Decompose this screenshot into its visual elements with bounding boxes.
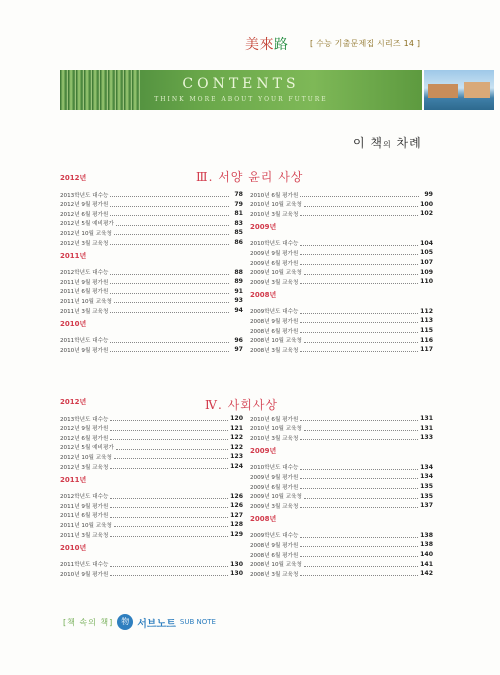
dot-leader bbox=[300, 546, 418, 547]
toc-entry-page: 104 bbox=[420, 239, 433, 247]
dot-leader bbox=[300, 264, 418, 265]
toc-entry-page: 138 bbox=[420, 541, 433, 549]
toc-entry-page: 122 bbox=[230, 434, 243, 442]
dot-leader bbox=[110, 566, 228, 567]
toc-entry-page: 134 bbox=[420, 473, 433, 481]
toc-entry-label: 2011년 9월 평가원 bbox=[60, 279, 109, 286]
toc-entry-label: 2010학년도 대수능 bbox=[250, 465, 299, 472]
toc-entry-page: 138 bbox=[420, 531, 433, 539]
toc-entry-label: 2009년 10월 교육청 bbox=[250, 494, 302, 501]
dot-leader bbox=[304, 206, 418, 207]
toc-entry-page: 109 bbox=[420, 268, 433, 276]
toc-entry[interactable] bbox=[250, 239, 433, 248]
toc-entry-label: 2012년 3월 교육청 bbox=[60, 240, 109, 247]
toc-entry-page: 85 bbox=[234, 229, 243, 237]
section-heading: Ⅲ. 서양 윤리 사상 bbox=[196, 170, 304, 184]
dot-leader bbox=[110, 439, 228, 440]
dot-leader bbox=[300, 254, 418, 255]
toc-entry-page: 135 bbox=[420, 483, 433, 490]
toc-entry[interactable] bbox=[60, 287, 243, 296]
dot-leader bbox=[110, 244, 229, 245]
toc-entry-label: 2008년 9월 평가원 bbox=[250, 318, 299, 325]
toc-title-end: 차례 bbox=[391, 136, 422, 150]
toc-entry[interactable] bbox=[60, 501, 243, 510]
toc-entry-label: 2011학년도 대수능 bbox=[60, 562, 109, 569]
toc-entry-page: 129 bbox=[230, 531, 243, 538]
toc-entry[interactable] bbox=[250, 463, 433, 472]
toc-entry-page: 141 bbox=[420, 560, 433, 568]
toc-entry[interactable] bbox=[250, 569, 433, 578]
year-heading: 2012년 bbox=[60, 174, 87, 182]
dot-leader bbox=[110, 420, 228, 421]
toc-entry-label: 2011년 3월 교육청 bbox=[60, 532, 109, 539]
toc-entry[interactable] bbox=[250, 277, 433, 286]
toc-entry-label: 2012년 5월 예비평가 bbox=[60, 445, 114, 452]
toc-entry[interactable] bbox=[250, 200, 433, 209]
toc-entry-page: 78 bbox=[234, 191, 243, 198]
dot-leader bbox=[110, 468, 228, 469]
toc-entry-page: 140 bbox=[420, 551, 433, 558]
toc-entry[interactable] bbox=[60, 306, 243, 315]
toc-entry-label: 2011년 9월 평가원 bbox=[60, 503, 109, 510]
year-heading: 2008년 bbox=[250, 290, 277, 299]
toc-entry-page: 126 bbox=[230, 502, 243, 510]
dot-leader bbox=[110, 351, 229, 352]
toc-entry[interactable] bbox=[60, 268, 243, 277]
dot-leader bbox=[110, 342, 229, 343]
toc-entry-page: 126 bbox=[230, 492, 243, 500]
toc-entry[interactable] bbox=[250, 540, 433, 549]
toc-entry[interactable] bbox=[250, 501, 433, 510]
toc-entry-label: 2011년 10월 교육청 bbox=[60, 298, 112, 305]
toc-entry-page: 99 bbox=[424, 191, 433, 198]
dot-leader bbox=[300, 313, 418, 314]
toc-entry[interactable] bbox=[250, 482, 433, 491]
toc-entry[interactable] bbox=[250, 472, 433, 481]
toc-entry-page: 83 bbox=[234, 219, 243, 227]
toc-entry-page: 120 bbox=[230, 415, 243, 422]
dot-leader bbox=[304, 566, 418, 567]
toc-entry[interactable] bbox=[60, 520, 243, 529]
dot-leader bbox=[114, 234, 229, 235]
dot-leader bbox=[300, 439, 418, 440]
photo-building bbox=[464, 82, 490, 98]
toc-entry-label: 2010년 6월 평가원 bbox=[250, 416, 299, 423]
toc-entry-page: 113 bbox=[420, 317, 433, 325]
toc-entry-page: 89 bbox=[234, 278, 243, 286]
toc-entry[interactable] bbox=[60, 200, 243, 209]
toc-entry-page: 131 bbox=[420, 415, 433, 422]
dot-leader bbox=[300, 507, 418, 508]
toc-entry-label: 2011년 6월 평가원 bbox=[60, 513, 109, 520]
toc-entry[interactable] bbox=[250, 550, 433, 559]
toc-entry[interactable] bbox=[250, 248, 433, 257]
toc-title-main: 이 책 bbox=[353, 136, 383, 150]
toc-entry[interactable] bbox=[250, 316, 433, 325]
toc-entry-page: 116 bbox=[420, 336, 433, 344]
subnote-name: 서브노트 bbox=[137, 618, 176, 630]
toc-entry[interactable] bbox=[250, 258, 433, 267]
toc-entry-page: 107 bbox=[420, 259, 433, 266]
dot-leader bbox=[300, 215, 418, 216]
toc-entry-page: 137 bbox=[420, 502, 433, 510]
toc-entry-label: 2009년 3월 교육청 bbox=[250, 279, 299, 286]
contents-banner bbox=[60, 70, 422, 110]
toc-entry-label: 2009년 3월 교육청 bbox=[250, 503, 299, 510]
toc-entry-page: 133 bbox=[420, 434, 433, 442]
brand-logo bbox=[245, 34, 289, 54]
toc-entry-label: 2009년 9월 평가원 bbox=[250, 250, 299, 257]
dot-leader bbox=[110, 536, 228, 537]
toc-entry-page: 115 bbox=[420, 327, 433, 334]
toc-entry-page: 102 bbox=[420, 210, 433, 218]
dot-leader bbox=[300, 556, 418, 557]
year-heading: 2008년 bbox=[250, 514, 277, 523]
toc-entry-label: 2008년 3월 교육청 bbox=[250, 347, 299, 354]
toc-entry-label: 2012년 9월 평가원 bbox=[60, 202, 109, 209]
toc-entry[interactable] bbox=[250, 209, 433, 218]
year-heading: 2010년 bbox=[60, 319, 87, 328]
toc-entry-page: 130 bbox=[230, 570, 243, 578]
dot-leader bbox=[110, 196, 229, 197]
dot-leader bbox=[300, 332, 418, 333]
section-heading: Ⅳ. 사회사상 bbox=[205, 398, 278, 412]
toc-entry-label: 2012학년도 대수능 bbox=[60, 494, 109, 501]
dot-leader bbox=[110, 206, 229, 207]
year-heading: 2009년 bbox=[250, 222, 277, 231]
toc-entry-label: 2011년 6월 평가원 bbox=[60, 289, 109, 296]
toc-entry-page: 134 bbox=[420, 463, 433, 471]
toc-entry-page: 127 bbox=[230, 511, 243, 519]
toc-entry[interactable] bbox=[250, 345, 433, 354]
toc-entry-label: 2012년 3월 교육청 bbox=[60, 464, 109, 471]
toc-entry-label: 2009학년도 대수능 bbox=[250, 309, 299, 316]
dot-leader bbox=[114, 526, 228, 527]
toc-entry-page: 97 bbox=[234, 346, 243, 354]
toc-entry[interactable] bbox=[60, 414, 243, 423]
toc-entry-page: 123 bbox=[230, 453, 243, 461]
toc-entry-page: 93 bbox=[234, 297, 243, 305]
toc-entry[interactable] bbox=[250, 414, 433, 423]
toc-entry[interactable] bbox=[60, 296, 243, 305]
toc-entry[interactable] bbox=[250, 424, 433, 433]
toc-entry-label: 2011학년도 대수능 bbox=[60, 338, 109, 345]
toc-entry[interactable] bbox=[60, 209, 243, 218]
year-heading: 2011년 bbox=[60, 251, 87, 260]
toc-entry[interactable] bbox=[60, 560, 243, 569]
toc-entry-label: 2008년 3월 교육청 bbox=[250, 571, 299, 578]
banner-photo bbox=[424, 70, 494, 110]
toc-entry-page: 88 bbox=[234, 268, 243, 276]
dot-leader bbox=[300, 469, 418, 470]
dot-leader bbox=[110, 274, 229, 275]
dot-leader bbox=[110, 283, 229, 284]
dot-leader bbox=[110, 312, 229, 313]
dot-leader bbox=[110, 498, 228, 499]
dot-leader bbox=[300, 575, 418, 576]
toc-entry-label: 2009년 6월 평가원 bbox=[250, 260, 299, 267]
toc-entry-page: 110 bbox=[420, 278, 433, 286]
dot-leader bbox=[300, 351, 418, 352]
toc-entry[interactable] bbox=[60, 345, 243, 354]
toc-entry-label: 2012년 5월 예비평가 bbox=[60, 221, 114, 228]
toc-entry-page: 135 bbox=[420, 492, 433, 500]
toc-entry-page: 96 bbox=[234, 336, 243, 344]
dot-leader bbox=[304, 274, 418, 275]
toc-entry-label: 2010년 10월 교육청 bbox=[250, 426, 302, 433]
year-heading: 2012년 bbox=[60, 398, 87, 406]
subnote-logo-icon: 物 bbox=[117, 614, 133, 630]
toc-entry[interactable] bbox=[60, 452, 243, 461]
toc-entry[interactable] bbox=[250, 433, 433, 442]
dot-leader bbox=[110, 293, 229, 294]
toc-entry[interactable] bbox=[250, 190, 433, 199]
toc-entry[interactable] bbox=[60, 569, 243, 578]
dot-leader bbox=[116, 225, 229, 226]
dot-leader bbox=[110, 215, 229, 216]
toc-entry-label: 2009학년도 대수능 bbox=[250, 533, 299, 540]
toc-entry-label: 2008년 9월 평가원 bbox=[250, 542, 299, 549]
dot-leader bbox=[300, 196, 419, 197]
toc-entry[interactable] bbox=[250, 492, 433, 501]
series-label: [ 수능 기출문제집 시리즈 14 ] bbox=[310, 39, 421, 48]
toc-entry-page: 81 bbox=[234, 210, 243, 218]
toc-entry-label: 2011년 3월 교육청 bbox=[60, 308, 109, 315]
toc-entry[interactable] bbox=[250, 560, 433, 569]
toc-entry-label: 2010년 9월 평가원 bbox=[60, 347, 109, 354]
banner-title: CONTENTS bbox=[182, 76, 300, 92]
toc-entry[interactable] bbox=[60, 433, 243, 442]
toc-entry[interactable] bbox=[60, 228, 243, 237]
toc-entry-page: 105 bbox=[420, 249, 433, 257]
dot-leader bbox=[304, 342, 418, 343]
toc-entry[interactable] bbox=[250, 336, 433, 345]
toc-entry-page: 130 bbox=[230, 560, 243, 568]
dot-leader bbox=[300, 488, 418, 489]
toc-entry[interactable] bbox=[60, 277, 243, 286]
toc-entry-label: 2012년 10월 교육청 bbox=[60, 230, 112, 237]
toc-entry-label: 2010학년도 대수능 bbox=[250, 241, 299, 248]
toc-entry-page: 91 bbox=[234, 287, 243, 295]
toc-entry[interactable] bbox=[60, 190, 243, 199]
toc-entry-label: 2013학년도 대수능 bbox=[60, 192, 109, 199]
year-heading: 2009년 bbox=[250, 446, 277, 455]
toc-entry-label: 2008년 10월 교육청 bbox=[250, 338, 302, 345]
toc-entry[interactable] bbox=[60, 238, 243, 247]
toc-entry-page: 79 bbox=[234, 200, 243, 208]
toc-entry-label: 2012년 9월 평가원 bbox=[60, 426, 109, 433]
toc-entry-label: 2012학년도 대수능 bbox=[60, 270, 109, 277]
toc-entry-label: 2008년 6월 평가원 bbox=[250, 328, 299, 335]
toc-entry-page: 128 bbox=[230, 521, 243, 529]
toc-entry-page: 117 bbox=[420, 346, 433, 354]
toc-entry[interactable] bbox=[60, 530, 243, 539]
toc-entry[interactable] bbox=[60, 511, 243, 520]
brand-logo-part-a: 美來 bbox=[245, 37, 274, 53]
toc-entry-label: 2008년 10월 교육청 bbox=[250, 562, 302, 569]
toc-entry-label: 2012년 10월 교육청 bbox=[60, 454, 112, 461]
toc-entry[interactable] bbox=[250, 326, 433, 335]
dot-leader bbox=[110, 575, 228, 576]
toc-entry-label: 2012년 6월 평가원 bbox=[60, 211, 109, 218]
footer-subnote bbox=[63, 614, 216, 630]
dot-leader bbox=[110, 430, 228, 431]
dot-leader bbox=[300, 322, 418, 323]
toc-entry-page: 142 bbox=[420, 570, 433, 578]
dot-leader bbox=[304, 498, 418, 499]
toc-entry-label: 2010년 6월 평가원 bbox=[250, 192, 299, 199]
dot-leader bbox=[110, 517, 228, 518]
page-header bbox=[0, 34, 500, 54]
toc-entry-page: 131 bbox=[420, 424, 433, 432]
toc-entry-page: 86 bbox=[234, 239, 243, 246]
dot-leader bbox=[304, 430, 418, 431]
toc-entry-page: 121 bbox=[230, 424, 243, 432]
toc-title-particle: 의 bbox=[383, 140, 392, 149]
toc-entry[interactable] bbox=[60, 424, 243, 433]
toc-entry-label: 2012년 6월 평가원 bbox=[60, 435, 109, 442]
toc-entry-label: 2009년 9월 평가원 bbox=[250, 474, 299, 481]
dot-leader bbox=[114, 302, 229, 303]
dot-leader bbox=[300, 537, 418, 538]
toc-entry-label: 2010년 3월 교육청 bbox=[250, 211, 299, 218]
toc-entry-label: 2010년 9월 평가원 bbox=[60, 571, 109, 578]
subnote-sub: SUB NOTE bbox=[179, 618, 216, 626]
toc-entry-page: 122 bbox=[230, 443, 243, 451]
toc-entry[interactable] bbox=[60, 462, 243, 471]
toc-entry-label: 2009년 6월 평가원 bbox=[250, 484, 299, 491]
banner-subtitle: THINK MORE ABOUT YOUR FUTURE bbox=[154, 96, 328, 103]
footer-bracket-label: [책 속의 책] bbox=[63, 617, 114, 627]
dot-leader bbox=[300, 245, 418, 246]
toc-entry-label: 2013학년도 대수능 bbox=[60, 416, 109, 423]
toc-entry-label: 2008년 6월 평가원 bbox=[250, 552, 299, 559]
toc-entry[interactable] bbox=[60, 443, 243, 452]
toc-entry-label: 2010년 3월 교육청 bbox=[250, 435, 299, 442]
toc-entry-page: 100 bbox=[420, 200, 433, 208]
toc-entry-label: 2010년 10월 교육청 bbox=[250, 202, 302, 209]
toc-entry-page: 94 bbox=[234, 307, 243, 314]
dot-leader bbox=[300, 420, 418, 421]
brand-logo-part-b: 路 bbox=[274, 37, 289, 53]
dot-leader bbox=[300, 478, 418, 479]
toc-entry-page: 124 bbox=[230, 463, 243, 470]
dot-leader bbox=[114, 458, 228, 459]
toc-entry[interactable] bbox=[250, 531, 433, 540]
toc-entry-label: 2011년 10월 교육청 bbox=[60, 522, 112, 529]
toc-entry-label: 2009년 10월 교육청 bbox=[250, 270, 302, 277]
toc-entry[interactable] bbox=[250, 268, 433, 277]
photo-building bbox=[428, 84, 458, 98]
dot-leader bbox=[116, 449, 228, 450]
year-heading: 2011년 bbox=[60, 475, 87, 484]
toc-title bbox=[353, 134, 422, 151]
dot-leader bbox=[110, 507, 228, 508]
toc-entry-page: 112 bbox=[420, 307, 433, 315]
year-heading: 2010년 bbox=[60, 543, 87, 552]
toc-entry[interactable] bbox=[60, 492, 243, 501]
toc-entry[interactable] bbox=[60, 219, 243, 228]
toc-entry[interactable] bbox=[250, 307, 433, 316]
toc-entry[interactable] bbox=[60, 336, 243, 345]
dot-leader bbox=[300, 283, 418, 284]
